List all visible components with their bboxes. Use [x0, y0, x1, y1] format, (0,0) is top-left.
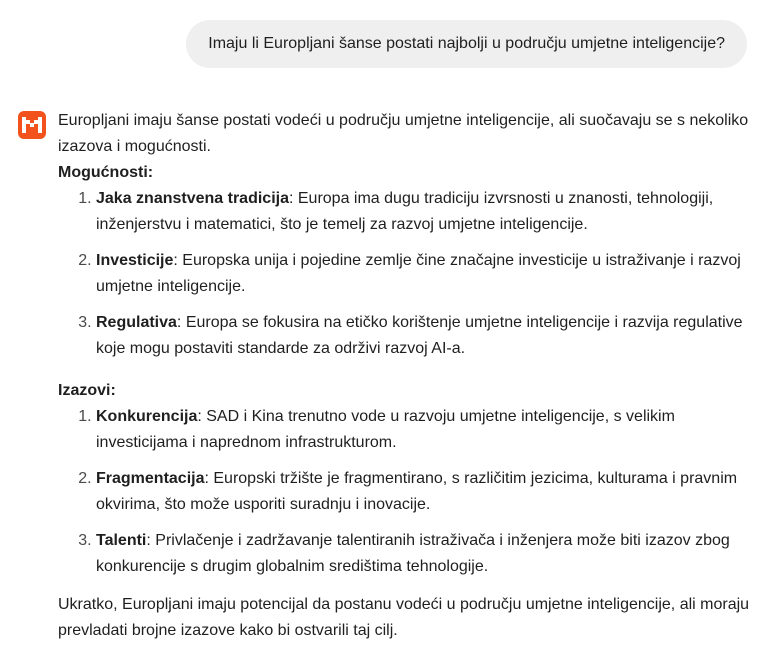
list-item-term: Jaka znanstvena tradicija: [96, 190, 289, 207]
list-item-text: : Europska unija i pojedine zemlje čine značajne investicije u istraživanje i razvoj umjetne inteligencije.: [96, 252, 741, 295]
list-item-term: Investicije: [96, 252, 174, 269]
list-item-term: Talenti: [96, 532, 147, 549]
user-message-bubble: Imaju li Europljani šanse postati najbolji u području umjetne inteligencije?: [186, 20, 747, 68]
list-item-text: : Europa ima dugu tradiciju izvrsnosti u znanosti, tehnologiji, inženjerstvu i matematici, što je temelj za razvoj umjetne inteligencije.: [96, 190, 714, 233]
list-item: [96, 528, 753, 580]
assistant-intro: Europljani imaju šanse postati vodeći u području umjetne inteligencije, ali suočavaju se s nekoliko izazova i mogućnosti.: [58, 112, 749, 155]
section-title: Izazovi:: [58, 382, 116, 399]
section-opportunities: [58, 160, 753, 362]
list-item-text: : Europski tržište je fragmentirano, s različitim jezicima, kulturama i pravnim okvirima, što može usporiti suradnju i inovacije.: [96, 470, 738, 513]
list-item-text: : Privlačenje i zadržavanje talentiranih istraživača i inženjera može biti izazov zbog konkurencije s drugim globalnim središtima tehnologije.: [96, 532, 730, 575]
list-item: [96, 310, 753, 362]
opportunities-list: [58, 186, 753, 362]
list-item: [96, 186, 753, 238]
list-item: [96, 248, 753, 300]
list-item-text: : SAD i Kina trenutno vode u razvoju umjetne inteligencije, s velikim investicijama i naprednom infrastrukturom.: [96, 408, 675, 451]
list-item-term: Konkurencija: [96, 408, 198, 425]
user-message-row: [186, 20, 747, 68]
list-item-term: Fragmentacija: [96, 470, 205, 487]
section-challenges: [58, 378, 753, 580]
section-title: Mogućnosti:: [58, 164, 154, 181]
list-item-text: : Europa se fokusira na etičko korištenje umjetne inteligencije i razvija regulative koje mogu postaviti standarde za održivi razvoj AI-a.: [96, 314, 743, 357]
list-item-term: Regulativa: [96, 314, 177, 331]
list-item: [96, 466, 753, 518]
assistant-conclusion: Ukratko, Europljani imaju potencijal da postanu vodeći u području umjetne inteligencije, ali moraju prevladati brojne izazove kako bi ostvarili taj cilj.: [58, 596, 750, 639]
mistral-logo-icon: [18, 111, 46, 139]
assistant-message: [18, 108, 753, 644]
assistant-message-content: [58, 108, 753, 644]
challenges-list: [58, 404, 753, 580]
list-item: [96, 404, 753, 456]
